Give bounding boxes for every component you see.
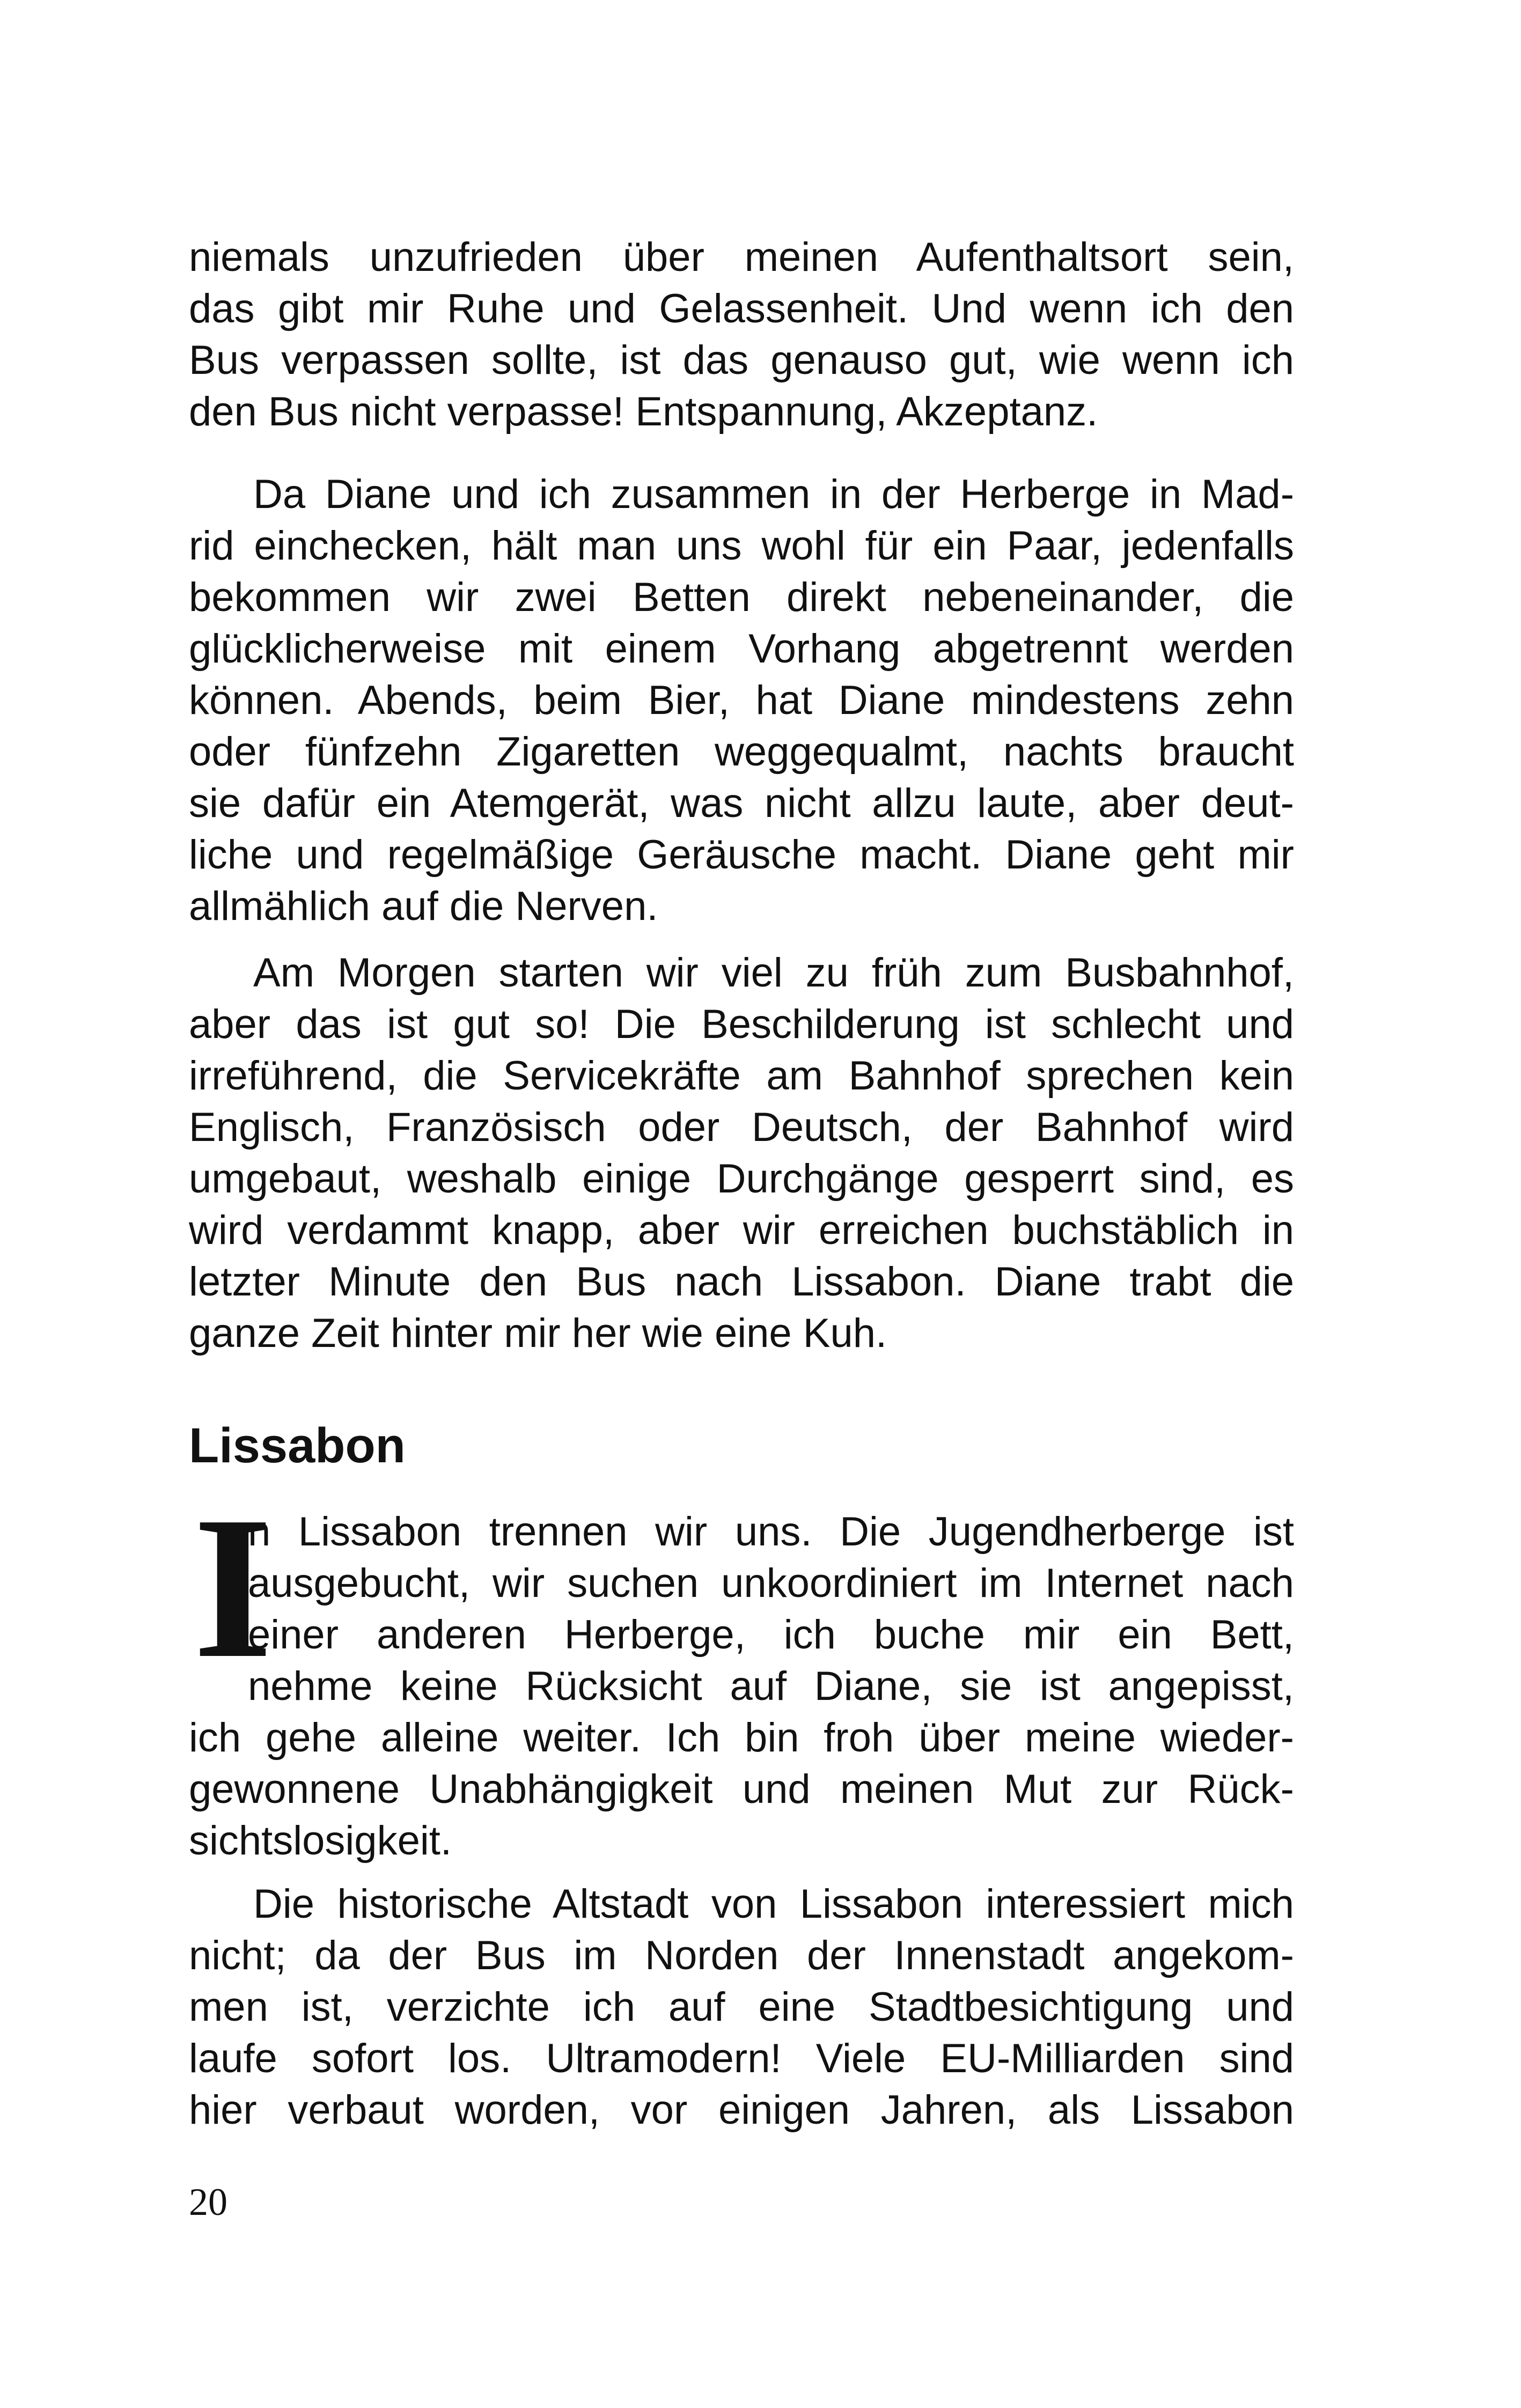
text-line: wird verdammt knapp, aber wir erreichen buchstäblich in bbox=[189, 1207, 1294, 1253]
text-line: allmählich auf die Nerven. bbox=[189, 883, 658, 929]
text-line: aber das ist gut so! Die Beschilderung ist schlecht und bbox=[189, 1002, 1294, 1047]
text-line: nehme keine Rücksicht auf Diane, sie ist angepisst, bbox=[248, 1663, 1294, 1709]
text-line: sichtslosigkeit. bbox=[189, 1818, 452, 1864]
text-line: umgebaut, weshalb einige Durchgänge gesperrt sind, es bbox=[189, 1156, 1294, 1202]
text-line: sie dafür ein Atemgerät, was nicht allzu laute, aber deut- bbox=[189, 780, 1294, 826]
text-line: niemals unzufrieden über meinen Aufenthaltsort sein, bbox=[189, 234, 1294, 280]
text-line: nicht; da der Bus im Norden der Innenstadt angekom- bbox=[189, 1933, 1294, 1978]
text-line: können. Abends, beim Bier, hat Diane mindestens zehn bbox=[189, 678, 1294, 723]
paragraph-2 bbox=[189, 469, 1294, 932]
text-line: bekommen wir zwei Betten direkt nebeneinander, die bbox=[189, 575, 1294, 620]
paragraph-3 bbox=[189, 947, 1294, 1359]
paragraph-1 bbox=[189, 232, 1294, 438]
text-line: rid einchecken, hält man uns wohl für ein Paar, jedenfalls bbox=[189, 523, 1294, 569]
paragraph-4 bbox=[189, 1475, 1294, 1867]
text-line: das gibt mir Ruhe und Gelassenheit. Und wenn ich den bbox=[189, 286, 1294, 332]
text-line: ausgebucht, wir suchen unkoordiniert im Internet nach bbox=[248, 1560, 1294, 1606]
text-line: glücklicherweise mit einem Vorhang abgetrennt werden bbox=[189, 626, 1294, 672]
drop-cap: I bbox=[193, 1475, 273, 1700]
text-line: den Bus nicht verpasse! Entspannung, Akzeptanz. bbox=[189, 389, 1098, 435]
text-line: gewonnene Unabhängigkeit und meinen Mut zur Rück- bbox=[189, 1766, 1294, 1812]
text-line: oder fünfzehn Zigaretten weggequalmt, nachts braucht bbox=[189, 729, 1294, 775]
page-number: 20 bbox=[189, 2181, 227, 2223]
text-line: letzter Minute den Bus nach Lissabon. Diane trabt die bbox=[189, 1259, 1294, 1305]
text-line: men ist, verzichte ich auf eine Stadtbesichtigung und bbox=[189, 1984, 1294, 2030]
paragraph-5 bbox=[189, 1879, 1294, 2136]
section-heading: Lissabon bbox=[189, 1418, 406, 1473]
text-line: einer anderen Herberge, ich buche mir ein Bett, bbox=[248, 1612, 1294, 1658]
text-line: Bus verpassen sollte, ist das genauso gut, wie wenn ich bbox=[189, 337, 1294, 383]
text-line: irreführend, die Servicekräfte am Bahnhof sprechen kein bbox=[189, 1053, 1294, 1099]
text-line: liche und regelmäßige Geräusche macht. Diane geht mir bbox=[189, 832, 1294, 878]
text-line: ganze Zeit hinter mir her wie eine Kuh. bbox=[189, 1310, 887, 1356]
text-line: hier verbaut worden, vor einigen Jahren, als Lissabon bbox=[189, 2087, 1294, 2133]
text-line: ich gehe alleine weiter. Ich bin froh über meine wieder- bbox=[189, 1715, 1294, 1761]
text-line: Die historische Altstadt von Lissabon interessiert mich bbox=[253, 1881, 1294, 1927]
text-line: Da Diane und ich zusammen in der Herberge in Mad- bbox=[253, 472, 1294, 517]
text-line: laufe sofort los. Ultramodern! Viele EU-Milliarden sind bbox=[189, 2036, 1294, 2081]
text-line: Am Morgen starten wir viel zu früh zum Busbahnhof, bbox=[253, 950, 1294, 996]
text-line: Englisch, Französisch oder Deutsch, der Bahnhof wird bbox=[189, 1104, 1294, 1150]
text-line: n Lissabon trennen wir uns. Die Jugendherberge ist bbox=[248, 1509, 1294, 1555]
